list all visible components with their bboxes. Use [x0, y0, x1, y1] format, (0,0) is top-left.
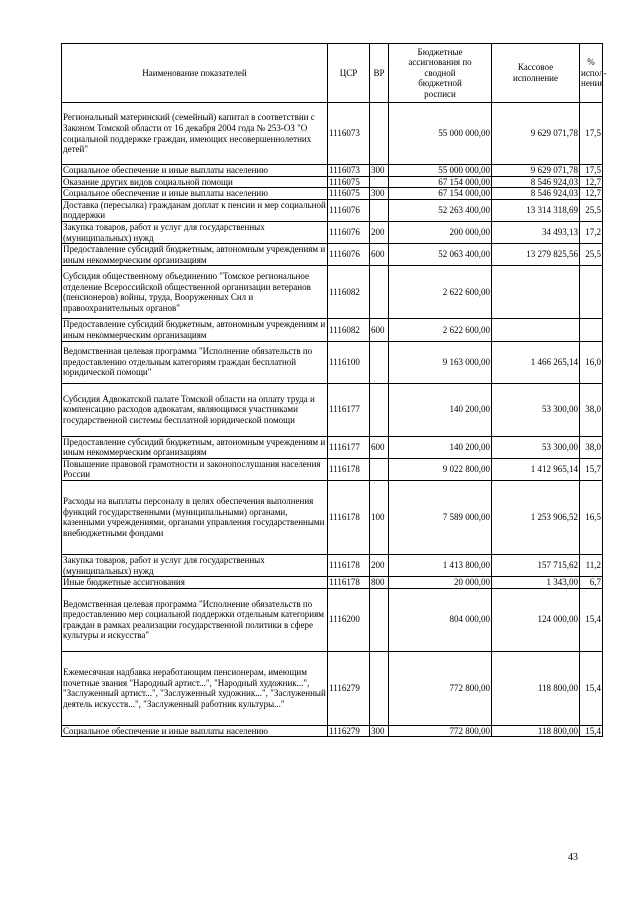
row-vr-cell: 300	[370, 188, 389, 200]
row-name-cell: Субсидия общественному объединению "Томское региональное отделение Всероссийской общественной организации ветеранов (пенсионеров) войны, труда, Вооруженных Сил и правоохранительных органов"	[62, 266, 328, 319]
page-number: 43	[568, 852, 578, 863]
row-percent-cell	[580, 319, 603, 341]
table-row	[62, 341, 603, 383]
row-cash-cell: 9 629 071,78	[492, 165, 580, 177]
row-cash-cell: 118 800,00	[492, 725, 580, 737]
row-budget-cell: 140 200,00	[389, 383, 492, 436]
row-percent-cell: 17,5	[580, 103, 603, 165]
row-budget-cell: 772 800,00	[389, 651, 492, 725]
row-cash-cell: 53 300,00	[492, 383, 580, 436]
row-cash-cell: 8 546 924,03	[492, 188, 580, 200]
header-pct: % испол- нения	[580, 44, 603, 103]
row-vr-cell	[370, 588, 389, 651]
table-row	[62, 383, 603, 436]
row-cash-cell: 118 800,00	[492, 651, 580, 725]
table-row	[62, 458, 603, 480]
row-budget-cell: 200 000,00	[389, 221, 492, 243]
header-csr: ЦСР	[328, 44, 370, 103]
row-percent-cell: 6,7	[580, 577, 603, 589]
row-vr-cell: 600	[370, 436, 389, 458]
row-budget-cell: 9 163 000,00	[389, 341, 492, 383]
table-row	[62, 244, 603, 266]
row-budget-cell: 2 622 600,00	[389, 266, 492, 319]
row-csr-cell: 1116100	[328, 341, 370, 383]
row-name-cell: Субсидия Адвокатской палате Томской области на оплату труда и компенсацию расходов адвокатам, являющимся участниками государственной системы бесплатной юридической помощи	[62, 383, 328, 436]
row-cash-cell: 13 314 318,69	[492, 199, 580, 221]
row-csr-cell: 1116178	[328, 480, 370, 554]
row-percent-cell: 12,7	[580, 188, 603, 200]
table-row	[62, 221, 603, 243]
row-name-cell: Ведомственная целевая программа "Исполнение обязательств по предоставлению мер социальной поддержки отдельным категориям граждан в рамках реализации государственной политики в сфере культуры и искусства"	[62, 588, 328, 651]
table-body	[62, 103, 603, 737]
row-csr-cell: 1116075	[328, 176, 370, 188]
row-name-cell: Социальное обеспечение и иные выплаты населению	[62, 188, 328, 200]
table-row	[62, 436, 603, 458]
budget-report-page	[61, 43, 607, 737]
row-cash-cell: 1 343,00	[492, 577, 580, 589]
row-cash-cell: 34 493,13	[492, 221, 580, 243]
row-percent-cell: 11,2	[580, 554, 603, 576]
row-vr-cell	[370, 176, 389, 188]
row-vr-cell	[370, 651, 389, 725]
table-row	[62, 725, 603, 737]
row-csr-cell: 1116177	[328, 383, 370, 436]
row-name-cell: Закупка товаров, работ и услуг для государственных (муниципальных) нужд	[62, 221, 328, 243]
row-name-cell: Иные бюджетные ассигнования	[62, 577, 328, 589]
table-row	[62, 651, 603, 725]
row-csr-cell: 1116082	[328, 319, 370, 341]
row-budget-cell: 55 000 000,00	[389, 165, 492, 177]
row-vr-cell	[370, 266, 389, 319]
row-vr-cell	[370, 199, 389, 221]
row-percent-cell: 15,4	[580, 725, 603, 737]
table-row	[62, 588, 603, 651]
table-row	[62, 554, 603, 576]
row-budget-cell: 2 622 600,00	[389, 319, 492, 341]
row-cash-cell: 1 466 265,14	[492, 341, 580, 383]
row-percent-cell: 17,2	[580, 221, 603, 243]
row-budget-cell: 1 413 800,00	[389, 554, 492, 576]
row-name-cell: Закупка товаров, работ и услуг для государственных (муниципальных) нужд	[62, 554, 328, 576]
row-vr-cell: 600	[370, 244, 389, 266]
table-row	[62, 165, 603, 177]
row-name-cell: Социальное обеспечение и иные выплаты населению	[62, 725, 328, 737]
row-vr-cell: 100	[370, 480, 389, 554]
row-vr-cell	[370, 458, 389, 480]
table-row	[62, 176, 603, 188]
row-cash-cell: 9 629 071,78	[492, 103, 580, 165]
row-vr-cell	[370, 341, 389, 383]
row-percent-cell	[580, 266, 603, 319]
row-percent-cell: 15,4	[580, 588, 603, 651]
row-name-cell: Региональный материнский (семейный) капитал в соответствии с Законом Томской области от 16 декабря 2004 года № 253-ОЗ "О социальной поддержке граждан, имеющих несовершеннолетних детей"	[62, 103, 328, 165]
table-header-row	[62, 44, 603, 103]
header-budget: Бюджетные ассигнования по сводной бюджетной росписи	[389, 44, 492, 103]
table-row	[62, 188, 603, 200]
row-name-cell: Предоставление субсидий бюджетным, автономным учреждениям и иным некоммерческим организациям	[62, 319, 328, 341]
header-vr: ВР	[370, 44, 389, 103]
row-budget-cell: 7 589 000,00	[389, 480, 492, 554]
table-row	[62, 319, 603, 341]
table-row	[62, 480, 603, 554]
row-name-cell: Ведомственная целевая программа "Исполнение обязательств по предоставлению отдельным категориям граждан бесплатной юридической помощи"	[62, 341, 328, 383]
row-budget-cell: 9 022 800,00	[389, 458, 492, 480]
row-percent-cell: 38,0	[580, 436, 603, 458]
row-name-cell: Повышение правовой грамотности и законопослушания населения России	[62, 458, 328, 480]
row-percent-cell: 25,5	[580, 244, 603, 266]
row-cash-cell: 1 412 965,14	[492, 458, 580, 480]
row-csr-cell: 1116076	[328, 244, 370, 266]
row-csr-cell: 1116178	[328, 577, 370, 589]
row-cash-cell: 8 546 924,03	[492, 176, 580, 188]
row-csr-cell: 1116177	[328, 436, 370, 458]
row-percent-cell: 15,4	[580, 651, 603, 725]
header-cash: Кассовое исполнение	[492, 44, 580, 103]
row-name-cell: Социальное обеспечение и иные выплаты населению	[62, 165, 328, 177]
row-budget-cell: 67 154 000,00	[389, 188, 492, 200]
row-csr-cell: 1116073	[328, 103, 370, 165]
row-cash-cell: 53 300,00	[492, 436, 580, 458]
row-csr-cell: 1116075	[328, 188, 370, 200]
row-csr-cell: 1116200	[328, 588, 370, 651]
row-cash-cell: 124 000,00	[492, 588, 580, 651]
table-row	[62, 577, 603, 589]
row-csr-cell: 1116279	[328, 651, 370, 725]
row-budget-cell: 140 200,00	[389, 436, 492, 458]
row-budget-cell: 20 000,00	[389, 577, 492, 589]
row-vr-cell: 200	[370, 554, 389, 576]
row-vr-cell: 800	[370, 577, 389, 589]
row-name-cell: Предоставление субсидий бюджетным, автономным учреждениям и иным некоммерческим организациям	[62, 436, 328, 458]
row-cash-cell: 13 279 825,56	[492, 244, 580, 266]
row-name-cell: Доставка (пересылка) гражданам доплат к пенсии и мер социальной поддержки	[63, 199, 326, 221]
row-budget-cell: 804 000,00	[389, 588, 492, 651]
row-percent-cell: 38,0	[580, 383, 603, 436]
row-budget-cell: 52 063 400,00	[389, 244, 492, 266]
row-percent-cell: 16,5	[580, 480, 603, 554]
row-name-cell: Расходы на выплаты персоналу в целях обеспечения выполнения функций государственными (муниципальными) органами, казенными учреждениями, органами управления государственными внебюджетными фондами	[62, 480, 328, 554]
row-csr-cell: 1116178	[328, 554, 370, 576]
row-name-cell: Ежемесячная надбавка неработающим пенсионерам, имеющим почетные звания "Народный артист...", "Народный художник...", "Заслуженный артист...", "Заслуженный художник...", "Заслуженный деятель искусств...", "Заслуженный работник культуры..."	[62, 651, 328, 725]
row-percent-cell: 16,0	[580, 341, 603, 383]
row-vr-cell: 600	[370, 319, 389, 341]
row-percent-cell: 12,7	[580, 176, 603, 188]
row-cash-cell	[492, 319, 580, 341]
row-percent-cell: 15,7	[580, 458, 603, 480]
row-vr-cell	[370, 103, 389, 165]
row-csr-cell: 1116076	[328, 199, 370, 221]
table-row	[62, 266, 603, 319]
row-budget-cell: 67 154 000,00	[389, 176, 492, 188]
row-budget-cell: 772 800,00	[389, 725, 492, 737]
row-csr-cell: 1116279	[328, 725, 370, 737]
row-csr-cell: 1116082	[328, 266, 370, 319]
table-row	[62, 199, 603, 221]
budget-execution-table	[61, 43, 607, 737]
header-name: Наименование показателей	[62, 44, 328, 103]
row-name-cell: Предоставление субсидий бюджетным, автономным учреждениям и иным некоммерческим организациям	[62, 244, 328, 266]
row-cash-cell	[492, 266, 580, 319]
row-name-cell: Оказание других видов социальной помощи	[62, 176, 328, 188]
table-row	[62, 103, 603, 165]
row-vr-cell: 300	[370, 725, 389, 737]
row-budget-cell: 55 000 000,00	[389, 103, 492, 165]
row-csr-cell: 1116178	[328, 458, 370, 480]
row-percent-cell: 25,5	[580, 199, 603, 221]
row-vr-cell: 300	[370, 165, 389, 177]
row-percent-cell: 17,5	[580, 165, 603, 177]
row-cash-cell: 1 253 906,52	[492, 480, 580, 554]
row-csr-cell: 1116076	[328, 221, 370, 243]
row-vr-cell: 200	[370, 221, 389, 243]
row-budget-cell: 52 263 400,00	[389, 199, 492, 221]
row-vr-cell	[370, 383, 389, 436]
row-cash-cell: 157 715,62	[492, 554, 580, 576]
row-csr-cell: 1116073	[328, 165, 370, 177]
